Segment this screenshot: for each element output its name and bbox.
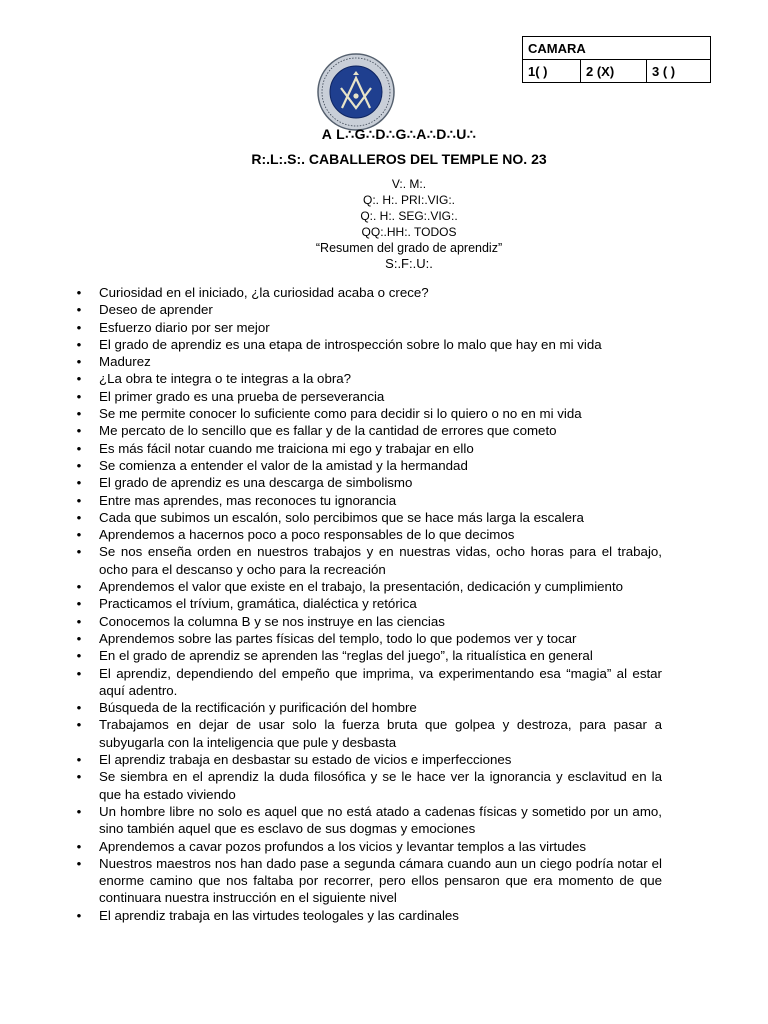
bullet-item — [74, 405, 662, 422]
bullet-text: Un hombre libre no solo es aquel que no está atado a cadenas físicas y sometido por un amo, sino también aquel que es esclavo de sus dogmas y emociones — [99, 803, 662, 837]
bullet-icon: • — [76, 544, 82, 560]
masonic-seal-logo — [316, 52, 396, 132]
bullet-text: Cada que subimos un escalón, solo percibimos que se hace más larga la escalera — [99, 509, 584, 525]
bullet-icon: • — [76, 803, 82, 819]
bullet-item — [74, 474, 662, 491]
bullet-text: Curiosidad en el iniciado, ¿la curiosidad acaba o crece? — [99, 285, 429, 300]
bullet-item — [74, 492, 662, 509]
bullet-text: El aprendiz trabaja en desbastar su estado de vicios e imperfecciones — [99, 752, 512, 768]
bullet-item — [74, 526, 662, 543]
greeting-line: V:. M:. — [391, 177, 427, 191]
bullet-text: El aprendiz trabaja en las virtudes teologales y las cardinales — [99, 907, 459, 923]
bullet-icon: • — [76, 838, 82, 854]
bullet-text: Me percato de lo sencillo que es fallar y de la cantidad de errores que cometo — [99, 423, 557, 439]
bullet-text: En el grado de aprendiz se aprenden las “reglas del juego”, la ritualística en general — [99, 648, 593, 664]
bullet-icon: • — [76, 769, 82, 785]
bullet-text: Madurez — [99, 354, 151, 370]
bullet-text: Se me permite conocer lo suficiente como para decidir si lo quiero o no en mi vida — [99, 406, 582, 422]
bullet-text: Es más fácil notar cuando me traiciona mi ego y trabajar en ello — [99, 440, 474, 456]
bullet-icon: • — [76, 665, 82, 681]
bullet-text: Se siembra en el aprendiz la duda filosófica y se le hace ver la ignorancia y esclavitud en la que ha estado viviendo — [99, 769, 662, 802]
bullet-item — [74, 319, 662, 336]
camara-table — [522, 36, 711, 83]
bullet-icon: • — [76, 285, 82, 300]
camara-option-3: 3 ( ) — [647, 60, 711, 83]
bullet-item — [74, 457, 662, 474]
bullet-icon: • — [76, 907, 82, 923]
bullet-text: Deseo de aprender — [99, 302, 213, 318]
bullet-icon: • — [76, 648, 82, 664]
bullet-item — [74, 803, 662, 838]
bullet-icon: • — [76, 388, 82, 404]
bullet-text: Aprendemos a hacernos poco a poco responsables de lo que decimos — [99, 527, 515, 543]
bullet-icon: • — [76, 630, 82, 646]
bullet-icon: • — [76, 336, 82, 352]
bullet-text: Aprendemos el valor que existe en el trabajo, la presentación, dedicación y cumplimiento — [99, 579, 624, 595]
bullet-icon: • — [76, 752, 82, 768]
bullet-icon: • — [76, 406, 82, 422]
bullet-icon: • — [76, 717, 82, 733]
bullet-item — [74, 578, 662, 595]
bullet-icon: • — [76, 700, 82, 716]
bullet-item — [74, 647, 662, 664]
greeting-line: QQ:.HH:. TODOS — [361, 225, 457, 239]
bullet-item — [74, 751, 662, 768]
bullet-icon: • — [76, 509, 82, 525]
bullet-icon: • — [76, 527, 82, 543]
bullet-icon: • — [76, 457, 82, 473]
bullet-item — [74, 370, 662, 387]
bullet-item — [74, 353, 662, 370]
bullet-icon: • — [76, 492, 82, 508]
bullet-text: Nuestros maestros nos han dado pase a segunda cámara cuando aun un ciego podría notar el enorme camino que nos faltaba por recorrer, pero ellos pensaron que era momento de que continuara nuestra instrucción en el siguiente nivel — [99, 855, 662, 906]
bullet-icon: • — [76, 440, 82, 456]
bullet-icon: • — [76, 596, 82, 612]
bullet-text: Trabajamos en dejar de usar solo la fuerza bruta que golpea y destroza, para pasar a subyugarla con la inteligencia que pule y desbasta — [99, 717, 662, 750]
bullet-text: Esfuerzo diario por ser mejor — [99, 319, 270, 335]
greeting-line: Q:. H:. PRI:.VIG:. — [362, 193, 455, 207]
bullet-text: El grado de aprendiz es una descarga de simbolismo — [99, 475, 413, 491]
bullet-text: Aprendemos a cavar pozos profundos a los vicios y levantar templos a las virtudes — [99, 838, 587, 854]
bullet-text: El grado de aprendiz es una etapa de introspección sobre lo malo que hay en mi vida — [99, 336, 602, 352]
bullet-text: El aprendiz, dependiendo del empeño que imprima, va experimentando esa “magia” al estar aquí adentro. — [99, 665, 662, 698]
bullet-text: Se nos enseña orden en nuestros trabajos y en nuestras vidas, ocho horas para el trabajo, ocho para el descanso y ocho para la recreación — [99, 544, 662, 577]
square-compass-seal-icon — [316, 52, 396, 132]
bullet-text: Aprendemos sobre las partes físicas del templo, todo lo que podemos ver y tocar — [99, 630, 577, 646]
bullet-item — [74, 543, 662, 578]
bullet-item — [74, 336, 662, 353]
summary-bullet-list — [74, 284, 662, 924]
bullet-item — [74, 595, 662, 612]
camara-option-1: 1( ) — [523, 60, 581, 83]
bullet-item — [74, 284, 662, 301]
bullet-icon: • — [76, 319, 82, 335]
bullet-item — [74, 613, 662, 630]
bullet-text: ¿La obra te integra o te integras a la obra? — [99, 371, 352, 387]
greeting-closing: S:.F:.U:. — [385, 256, 433, 271]
bullet-icon: • — [76, 423, 82, 439]
greeting-line: Q:. H:. SEG:.VIG:. — [360, 209, 458, 223]
bullet-icon: • — [76, 354, 82, 370]
bullet-item — [74, 907, 662, 924]
bullet-icon: • — [76, 855, 82, 871]
bullet-icon: • — [76, 579, 82, 595]
bullet-item — [74, 665, 662, 700]
bullet-icon: • — [76, 371, 82, 387]
lodge-name: R:.L:.S:. CABALLEROS DEL TEMPLE NO. 23 — [251, 151, 547, 167]
bullet-text: Búsqueda de la rectificación y purificación del hombre — [99, 700, 417, 716]
lodge-invocation: A L∴G∴D∴G∴A∴D∴U∴ — [321, 126, 477, 142]
bullet-item — [74, 388, 662, 405]
bullet-item — [74, 509, 662, 526]
greeting-block — [0, 176, 768, 272]
bullet-text: Conocemos la columna B y se nos instruye en las ciencias — [99, 613, 445, 629]
bullet-item — [74, 855, 662, 907]
camara-header: CAMARA — [523, 37, 711, 60]
bullet-text: El primer grado es una prueba de perseverancia — [99, 388, 385, 404]
bullet-icon: • — [76, 475, 82, 491]
bullet-text: Practicamos el trívium, gramática, dialéctica y retórica — [99, 596, 417, 612]
bullet-icon: • — [76, 302, 82, 318]
bullet-item — [74, 301, 662, 318]
bullet-item — [74, 422, 662, 439]
camara-option-2: 2 (X) — [581, 60, 647, 83]
bullet-item — [74, 768, 662, 803]
bullet-text: Se comienza a entender el valor de la amistad y la hermandad — [99, 457, 468, 473]
bullet-item — [74, 838, 662, 855]
bullet-text: Entre mas aprendes, mas reconoces tu ignorancia — [99, 492, 397, 508]
document-subtitle: “Resumen del grado de aprendiz” — [315, 241, 503, 255]
bullet-item — [74, 699, 662, 716]
bullet-item — [74, 440, 662, 457]
bullet-item — [74, 716, 662, 751]
bullet-item — [74, 630, 662, 647]
bullet-icon: • — [76, 613, 82, 629]
